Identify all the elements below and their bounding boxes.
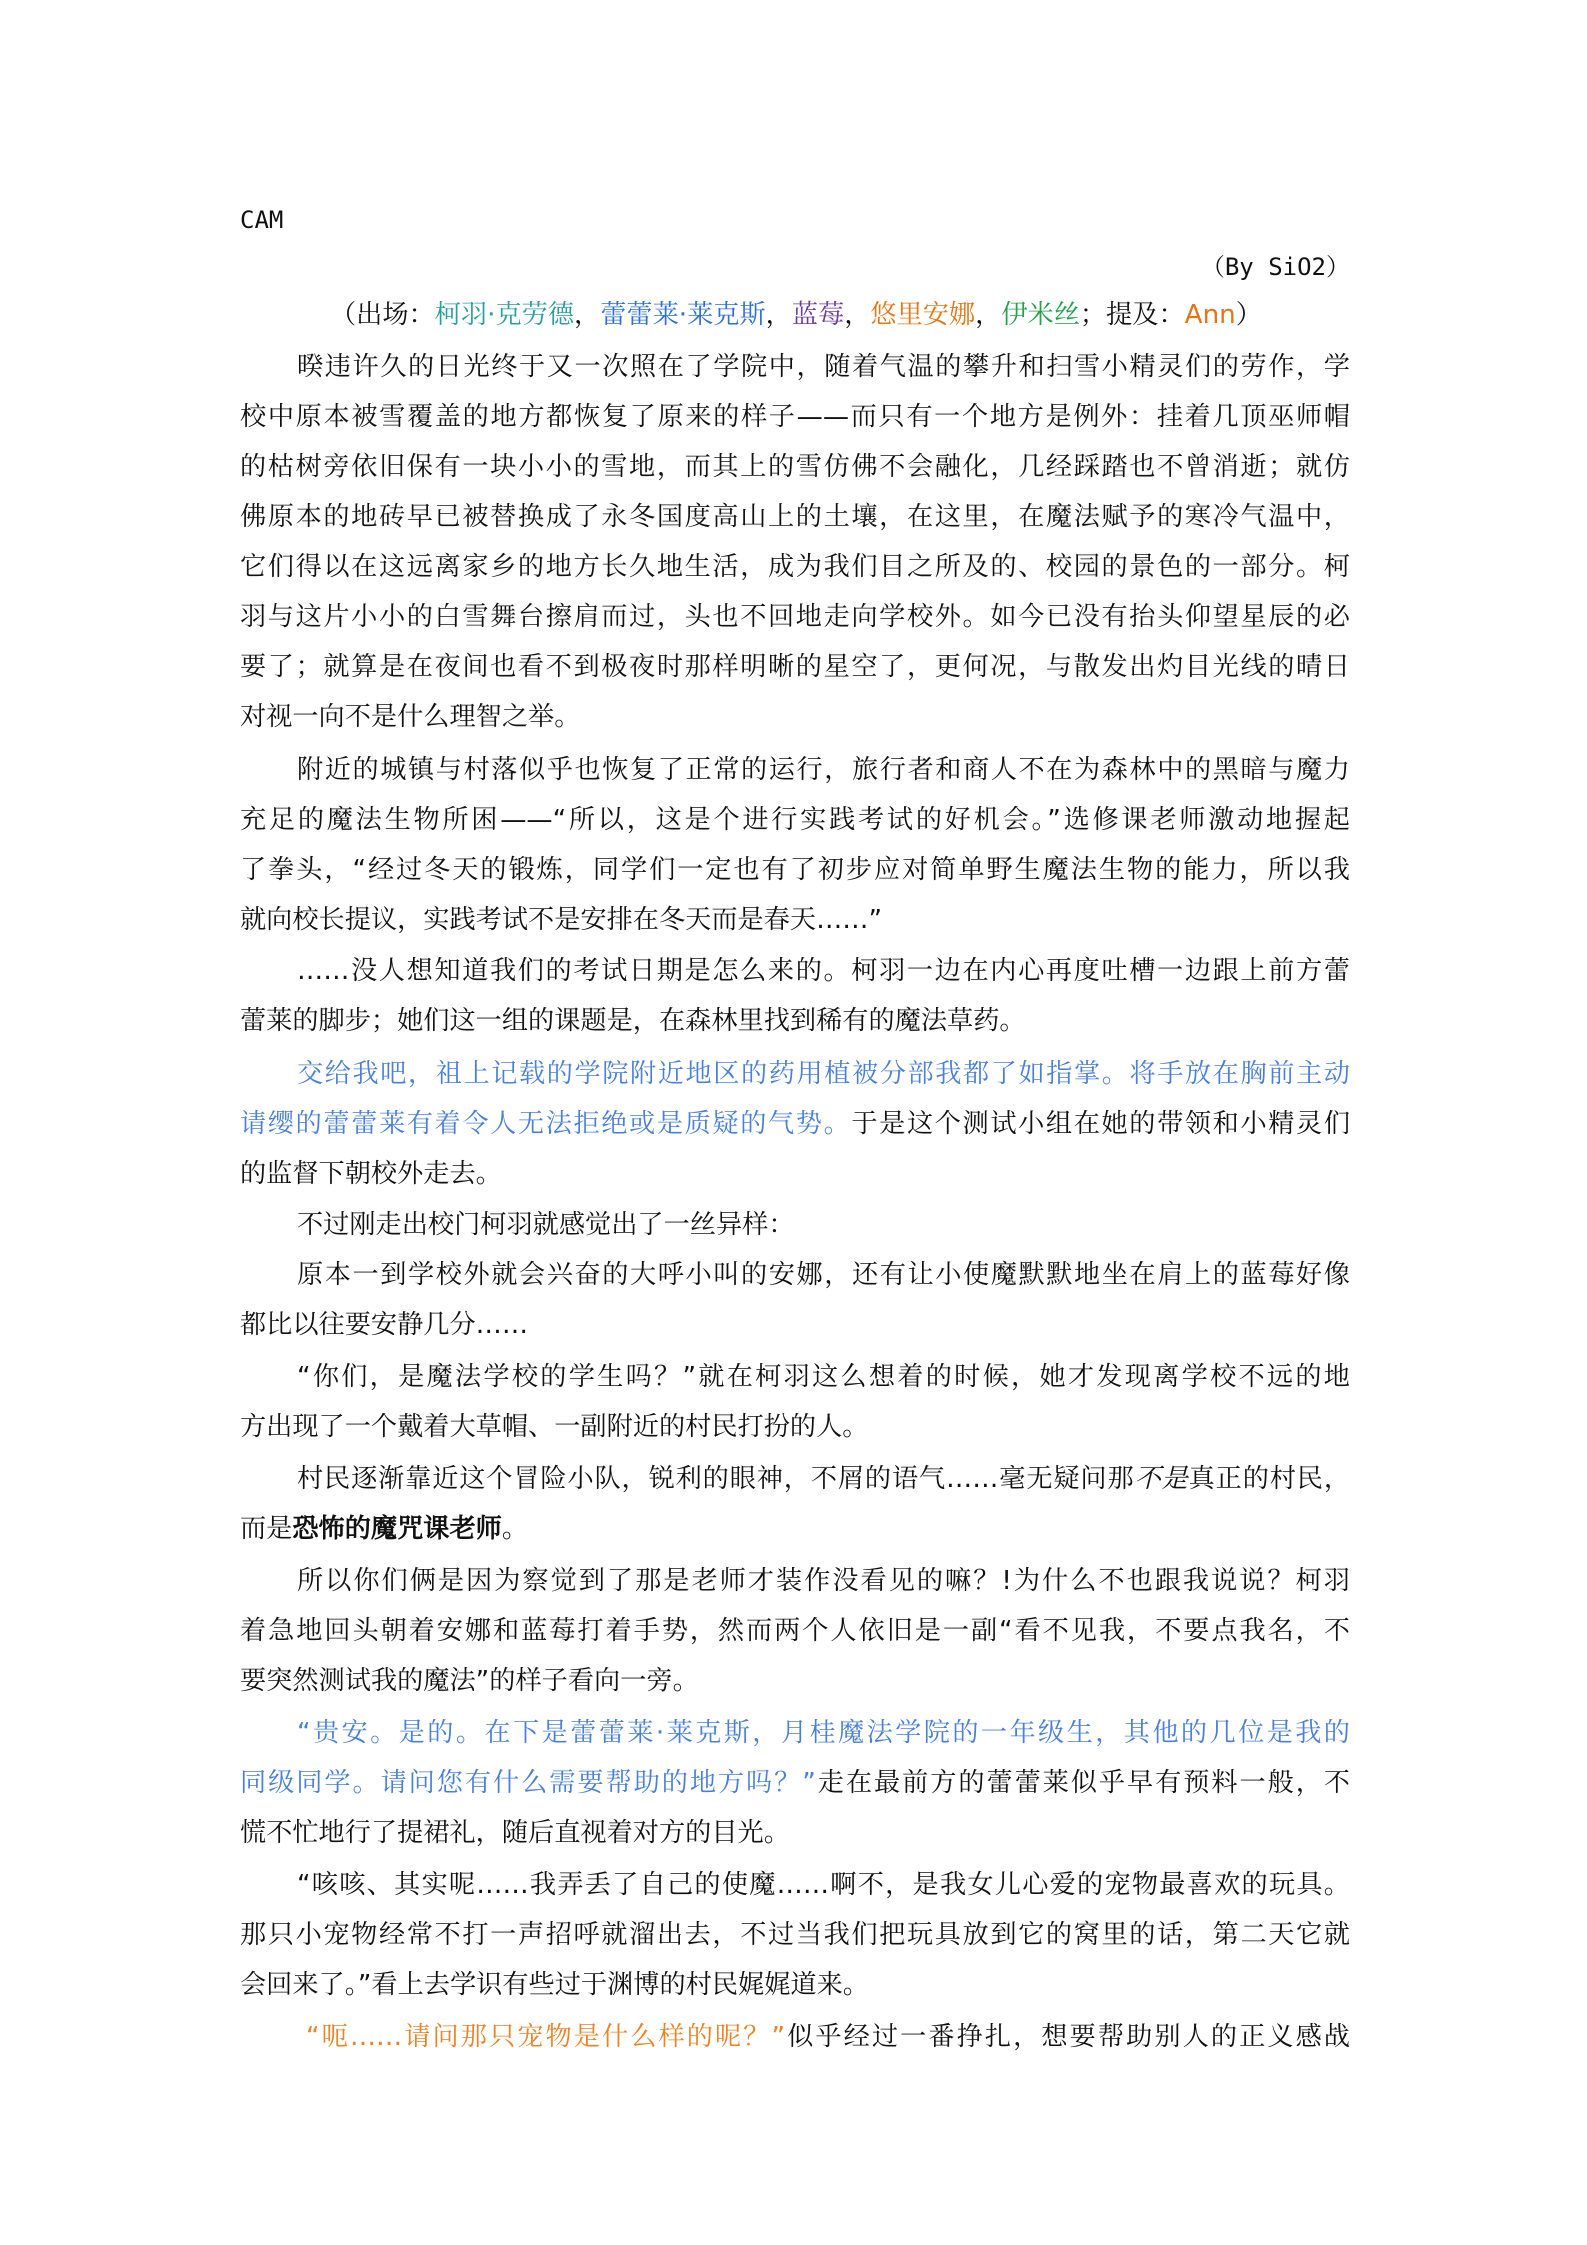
para6-line: 都比以往要安静几分…… [240, 1310, 529, 1340]
para7-line: “你们，是魔法学校的学生吗？”就在柯羽这么想着的时候，她才发现离学校不远的地 [297, 1362, 1350, 1392]
para9-line: 所以你们俩是因为察觉到了那是老师才装作没看见的嘛？!为什么不也跟我说说？柯羽 [297, 1566, 1350, 1596]
para2-line: 就向校长提议，实践考试不是安排在冬天而是春天……” [240, 905, 883, 935]
para9-line: 着急地回头朝着安娜和蓝莓打着手势，然而两个人依旧是一副“看不见我，不要点我名，不 [240, 1616, 1350, 1646]
cast-yimisi: 伊米丝 [1001, 300, 1080, 330]
cast-sep: ， [574, 300, 601, 330]
cast-line [330, 290, 1350, 340]
cast-close: ） [1235, 300, 1262, 330]
para1-line: 对视一向不是什么理智之举。 [240, 702, 581, 732]
para10-line: “贵安。是的。在下是蕾蕾莱·莱克斯，月桂魔法学院的一年级生，其他的几位是我的 [297, 1718, 1350, 1748]
para1-line: 校中原本被雪覆盖的地方都恢复了原来的样子——而只有一个地方是例外：挂着几顶巫师帽 [240, 402, 1350, 432]
para4-line [240, 1099, 1350, 1149]
anna-speech: “呃……请问那只宠物是什么样的呢？” [306, 2022, 786, 2052]
cast-mention: ；提及： [1079, 300, 1185, 330]
leilei-speech: 请缨的蕾蕾莱有着令人无法拒绝或是质疑的气势。 [240, 1109, 852, 1139]
narration: 似乎经过一番挣扎，想要帮助别人的正义感战 [785, 2022, 1350, 2052]
para9-line: 要突然测试我的魔法”的样子看向一旁。 [240, 1666, 699, 1696]
para8-line [297, 1454, 1350, 1504]
para1-line: 佛原本的地砖早已被替换成了永冬国度高山上的土壤，在这里，在魔法赋予的寒冷气温中， [240, 502, 1350, 532]
para4-line: 交给我吧，祖上记载的学院附近地区的药用植被分部我都了如指掌。将手放在胸前主动 [297, 1059, 1350, 1089]
cast-leilei: 蕾蕾莱·莱克斯 [600, 300, 766, 330]
para7-line: 方出现了一个戴着大草帽、一副附近的村民打扮的人。 [240, 1412, 869, 1442]
para11-line: “咳咳、其实呢……我弄丢了自己的使魔……啊不，是我女儿心爱的宠物最喜欢的玩具。 [297, 1870, 1350, 1900]
para11-line: 那只小宠物经常不打一声招呼就溜出去，不过当我们把玩具放到它的窝里的话，第二天它就 [240, 1920, 1350, 1950]
para3-line: 蕾莱的脚步；她们这一组的课题是，在森林里找到稀有的魔法草药。 [240, 1006, 1026, 1036]
doc-title: CAM [240, 206, 284, 234]
narration: 而是 [240, 1514, 293, 1544]
cast-sep: ， [765, 300, 792, 330]
para10-line: 慌不忙地行了提裙礼，随后直视着对方的目光。 [240, 1818, 790, 1848]
para11-line: 会回来了。”看上去学识有些过于渊博的村民娓娓道来。 [240, 1970, 869, 2000]
para1-line: 羽与这片小小的白雪舞台擦肩而过，头也不回地走向学校外。如今已没有抬头仰望星辰的必 [240, 602, 1350, 632]
para12-line [306, 2012, 1350, 2062]
para10-line [240, 1758, 1350, 1808]
emphasis-italic: 不是 [1134, 1464, 1189, 1494]
emphasis-bold: 恐怖的魔咒课老师 [292, 1514, 502, 1544]
doc-byline: （By SiO2） [1200, 253, 1350, 281]
leilei-speech: 同级同学。请问您有什么需要帮助的地方吗？” [240, 1768, 816, 1798]
para2-line: 了拳头，“经过冬天的锻炼，同学们一定也有了初步应对简单野生魔法生物的能力，所以我 [240, 855, 1350, 885]
para3-line: ……没人想知道我们的考试日期是怎么来的。柯羽一边在内心再度吐槽一边跟上前方蕾 [297, 956, 1350, 986]
para1-line: 暌违许久的日光终于又一次照在了学院中，随着气温的攀升和扫雪小精灵们的劳作，学 [297, 352, 1350, 382]
narration: 。 [501, 1514, 529, 1544]
narration: 走在最前方的蕾蕾莱似乎早有预料一般，不 [815, 1768, 1350, 1798]
para1-line: 它们得以在这远离家乡的地方长久地生活，成为我们目之所及的、校园的景色的一部分。柯 [240, 552, 1350, 582]
para1-line: 要了；就算是在夜间也看不到极夜时那样明晰的星空了，更何况，与散发出灼目光线的晴日 [240, 652, 1350, 682]
cast-kayu: 柯羽·克劳德 [434, 300, 575, 330]
cast-open: （出场： [330, 300, 435, 330]
narration: 于是这个测试小组在她的带领和小精灵们 [851, 1109, 1351, 1139]
para8-line [240, 1504, 1350, 1554]
para6-line: 原本一到学校外就会兴奋的大呼小叫的安娜，还有让小使魔默默地坐在肩上的蓝莓好像 [297, 1260, 1350, 1290]
narration: 真正的村民， [1188, 1464, 1351, 1494]
para2-line: 附近的城镇与村落似乎也恢复了正常的运行，旅行者和商人不在为森林中的黑暗与魔力 [297, 755, 1350, 785]
para2-line: 充足的魔法生物所困——“所以，这是个进行实践考试的好机会。”选修课老师激动地握起 [240, 805, 1350, 835]
para1-line: 的枯树旁依旧保有一块小小的雪地，而其上的雪仿佛不会融化，几经踩踏也不曾消逝；就仿 [240, 452, 1350, 482]
cast-anna: 悠里安娜 [870, 300, 976, 330]
cast-sep: ， [844, 300, 871, 330]
cast-sep: ， [975, 300, 1002, 330]
para5-line: 不过刚走出校门柯羽就感觉出了一丝异样： [297, 1210, 795, 1240]
para4-line: 的监督下朝校外走去。 [240, 1159, 502, 1189]
cast-lanmei: 蓝莓 [791, 300, 845, 330]
narration: 村民逐渐靠近这个冒险小队，锐利的眼神，不屑的语气……毫无疑问那 [297, 1464, 1135, 1494]
cast-ann: Ann [1184, 300, 1236, 330]
